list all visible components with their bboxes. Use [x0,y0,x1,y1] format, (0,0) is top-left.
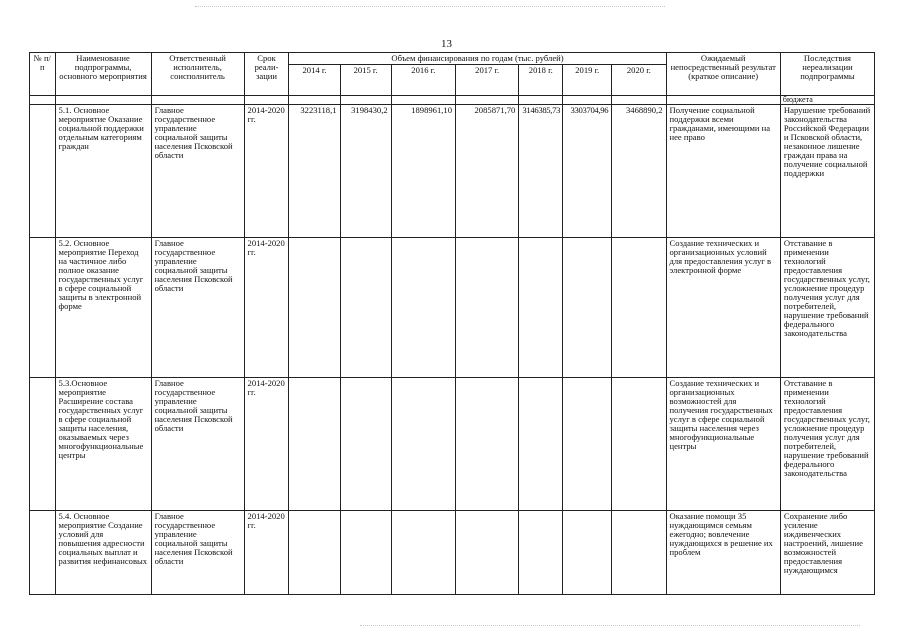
table-row [30,378,875,511]
value-2017 [456,238,519,378]
value-2020 [612,238,666,378]
table-row [30,511,875,595]
value-2017 [456,378,519,511]
row-consequences: Сохранение либо усиление иждивенческих настроений, лишение возможностей предоставления нуждающимся [780,511,874,595]
page-number: 13 [441,38,452,50]
col-num-header: № п/п [30,53,56,96]
value-2015 [340,238,391,378]
value-2016 [391,511,455,595]
value-2015 [340,511,391,595]
row-result: Оказание помощи 35 нуждающимся семьям ежегодно; вовлечение нуждающихся в решение их проблем [666,511,780,595]
row-result: Создание технических и организационных условий для предоставления услуг в электронной форме [666,238,780,378]
scan-artifact-top [195,6,665,7]
value-2015: 3198430,2 [340,105,391,238]
row-result: Создание технических и организационных возможностей для получения государственных услуг в сфере социальной защиты населения через многофункциональные центры [666,378,780,511]
value-2019 [563,511,612,595]
value-2020 [612,378,666,511]
value-2018 [519,378,563,511]
value-2016 [391,238,455,378]
col-consequences-header: Последствия нереализации подпрограммы [780,53,874,96]
year-2017: 2017 г. [456,65,519,96]
row-result: Получение социальной поддержки всеми гражданами, имеющими на нее право [666,105,780,238]
row-term: 2014-2020 гг. [244,511,289,595]
column-number-row [30,96,875,105]
value-2014: 3223118,1 [289,105,340,238]
value-2014 [289,378,340,511]
value-2017: 2085871,70 [456,105,519,238]
row-term: 2014-2020 гг. [244,378,289,511]
value-2020 [612,511,666,595]
year-2019: 2019 г. [563,65,612,96]
scan-artifact-bottom [360,625,860,626]
value-2015 [340,378,391,511]
row-consequences: Отставание в применении технологий предоставления государственных услуг, усложнение процедур получения услуг для потребителей, нарушение требований федерального законодательства [780,238,874,378]
value-2018 [519,238,563,378]
row-term: 2014-2020 гг. [244,105,289,238]
value-2014 [289,238,340,378]
row-name: 5.2. Основное мероприятие Переход на частичное либо полное оказание государственных услуг в сфере социальной защиты в электронной форме [55,238,151,378]
value-2016 [391,378,455,511]
table-row [30,105,875,238]
value-2019: 3303704,96 [563,105,612,238]
row-name: 5.4. Основное мероприятие Создание условий для повышения адресности социальных выплат и развития нефинансовых [55,511,151,595]
col-term-header: Срок реали-зации [244,53,289,96]
header-row [30,53,875,65]
program-table [29,52,875,595]
row-responsible: Главное государственное управление социальной защиты населения Псковской области [151,378,244,511]
year-2016: 2016 г. [391,65,455,96]
year-2018: 2018 г. [519,65,563,96]
row-responsible: Главное государственное управление социальной защиты населения Псковской области [151,238,244,378]
value-2019 [563,378,612,511]
row-name: 5.1. Основное мероприятие Оказание социальной поддержки отдельным категориям граждан [55,105,151,238]
value-2018 [519,511,563,595]
table-row [30,238,875,378]
value-2016: 1898961,10 [391,105,455,238]
row-name: 5.3.Основное мероприятие Расширение состава государственных услуг в сфере социальной защиты населения, оказываемых через многофункциональные центры [55,378,151,511]
value-2020: 3468890,2 [612,105,666,238]
row-responsible: Главное государственное управление социальной защиты населения Псковской области [151,511,244,595]
prev-page-tail: бюджета [780,96,874,105]
row-term: 2014-2020 гг. [244,238,289,378]
year-2020: 2020 г. [612,65,666,96]
col-responsible-header: Ответственный исполнитель, соисполнитель [151,53,244,96]
col-funding-header: Объем финансирования по годам (тыс. рублей) [289,53,666,65]
year-2014: 2014 г. [289,65,340,96]
col-result-header: Ожидаемый непосредственный результат (краткое описание) [666,53,780,96]
row-consequences: Нарушение требований законодательства Российской Федерации и Псковской области, незаконное лишение граждан права на получение социальной поддержки [780,105,874,238]
row-consequences: Отставание в применении технологий предоставления государственных услуг, усложнение процедур получения услуг для потребителей, нарушение требований федерального законодательства [780,378,874,511]
value-2018: 3146385,73 [519,105,563,238]
row-responsible: Главное государственное управление социальной защиты населения Псковской области [151,105,244,238]
value-2014 [289,511,340,595]
value-2019 [563,238,612,378]
col-name-header: Наименование подпрограммы, основного мероприятия [55,53,151,96]
year-2015: 2015 г. [340,65,391,96]
value-2017 [456,511,519,595]
